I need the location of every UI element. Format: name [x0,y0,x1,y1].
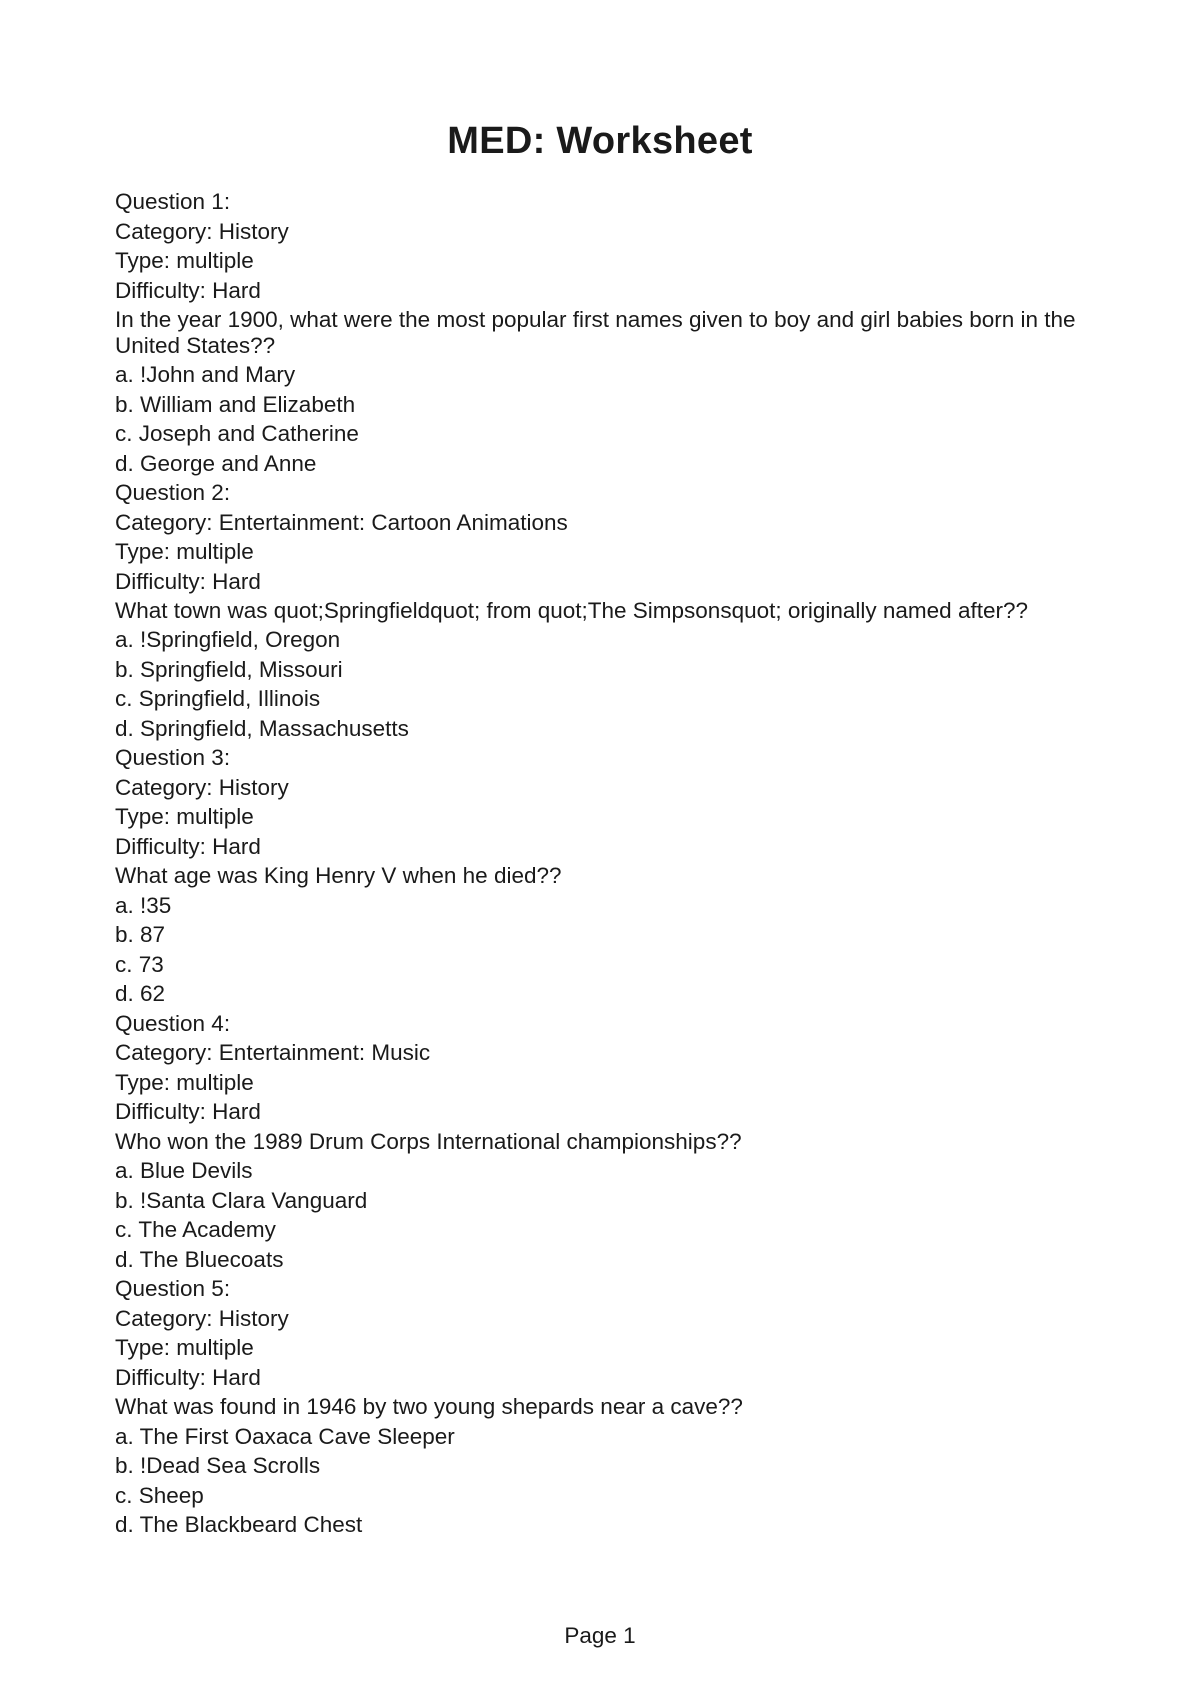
question-text: What town was quot;Springfieldquot; from quot;The Simpsonsquot; originally named after?? [115,598,1028,623]
page-title: MED: Worksheet [447,120,753,162]
question-type: Type: multiple [115,539,254,564]
question-difficulty: Difficulty: Hard [115,1364,261,1390]
question-type: Type: multiple [115,1335,254,1360]
question-block [115,1009,1095,1275]
answer-option: d. The Bluecoats [115,1246,284,1272]
question-block [115,478,1095,743]
question-block [115,1274,1095,1540]
answer-option: a. The First Oaxaca Cave Sleeper [115,1423,455,1449]
answer-option: b. Springfield, Missouri [115,656,343,682]
question-difficulty: Difficulty: Hard [115,1099,261,1124]
answer-option: b. !Dead Sea Scrolls [115,1453,321,1478]
question-type: Type: multiple [115,1069,254,1095]
answer-option: c. 73 [115,951,164,977]
question-category: Category: History [115,1305,289,1331]
answer-option: c. Joseph and Catherine [115,421,359,446]
question-category: Category: Entertainment: Cartoon Animations [115,509,568,535]
answer-option: a. !Springfield, Oregon [115,627,341,652]
answer-option: d. The Blackbeard Chest [115,1512,363,1537]
answer-option: b. 87 [115,922,166,947]
answer-option: c. Sheep [115,1482,204,1508]
question-header: Question 2: [115,480,231,505]
answer-option: a. Blue Devils [115,1158,253,1183]
question-header: Question 4: [115,1010,231,1036]
answer-option: d. 62 [115,981,166,1006]
question-difficulty: Difficulty: Hard [115,277,261,303]
answer-option: a. !John and Mary [115,362,296,387]
question-header: Question 1: [115,189,231,214]
question-header: Question 3: [115,745,231,770]
answer-option: c. Springfield, Illinois [115,686,321,711]
question-text: What was found in 1946 by two young shepards near a cave?? [115,1394,743,1419]
question-list [115,187,1095,1540]
answer-option: a. !35 [115,892,172,918]
question-category: Category: Entertainment: Music [115,1040,431,1065]
question-header: Question 5: [115,1276,231,1301]
question-text: In the year 1900, what were the most popular first names given to boy and girl babies born in the United States?? [115,307,1076,358]
question-category: Category: History [115,774,289,800]
answer-option: d. Springfield, Massachusetts [115,715,409,741]
question-text: What age was King Henry V when he died?? [115,863,562,888]
page-number: Page 1 [564,1623,636,1648]
question-difficulty: Difficulty: Hard [115,833,261,859]
question-difficulty: Difficulty: Hard [115,568,261,594]
question-block [115,743,1095,1009]
answer-option: b. !Santa Clara Vanguard [115,1187,368,1213]
answer-option: b. William and Elizabeth [115,391,356,417]
question-type: Type: multiple [115,804,254,829]
answer-option: c. The Academy [115,1217,276,1242]
question-category: Category: History [115,218,289,244]
answer-option: d. George and Anne [115,450,317,476]
question-block [115,187,1095,478]
question-type: Type: multiple [115,248,254,273]
question-text: Who won the 1989 Drum Corps International championships?? [115,1128,742,1154]
